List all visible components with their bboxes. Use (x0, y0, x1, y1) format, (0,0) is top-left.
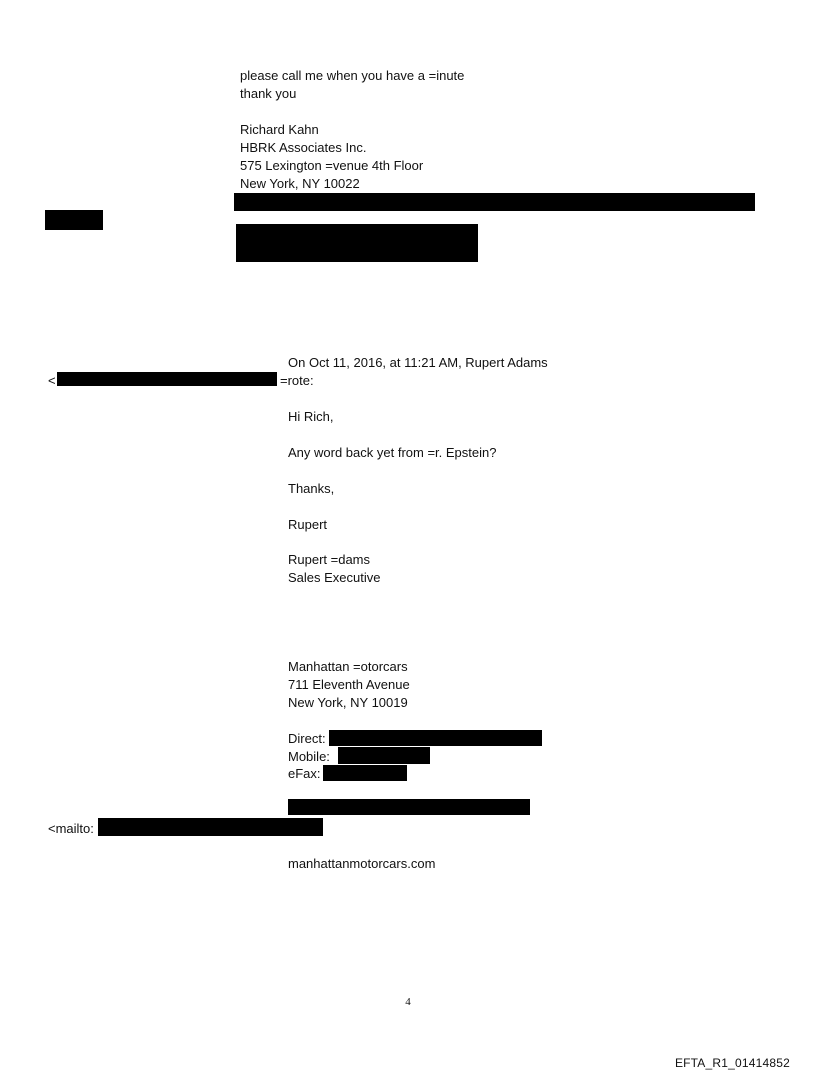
quoted-header-line-2: =rote: (280, 373, 314, 388)
reply-line-1: please call me when you have a =inute (240, 68, 465, 83)
redaction-bar (57, 372, 277, 386)
quoted-greeting: Hi Rich, (288, 409, 334, 424)
signature-address-2: New York, NY 10022 (240, 176, 360, 191)
quoted-body: Any word back yet from =r. Epstein? (288, 445, 497, 460)
redaction-bar (98, 818, 323, 836)
mobile-label: Mobile: (288, 749, 330, 764)
redaction-bar (45, 210, 103, 230)
redaction-bar (234, 193, 755, 211)
website-link: manhattanmotorcars.com (288, 856, 436, 871)
quoted-header-line-1: On Oct 11, 2016, at 11:21 AM, Rupert Adams (288, 355, 548, 370)
redaction-bar (329, 730, 542, 746)
quoted-closing: Thanks, (288, 481, 335, 496)
page-number: 4 (405, 996, 411, 1008)
document-id: EFTA_R1_01414852 (674, 1056, 790, 1070)
redaction-block (236, 224, 478, 262)
direct-label: Direct: (288, 731, 326, 746)
quoted-email-open: < (48, 373, 56, 388)
redaction-bar (338, 747, 430, 764)
quoted-city: New York, NY 10019 (288, 695, 408, 710)
quoted-sig-title: Sales Executive (288, 570, 381, 585)
quoted-signoff: Rupert (288, 517, 328, 532)
quoted-street: 711 Eleventh Avenue (288, 677, 410, 692)
redaction-bar (288, 799, 530, 815)
quoted-sig-name: Rupert =dams (288, 552, 371, 567)
signature-name: Richard Kahn (240, 122, 319, 137)
quoted-company: Manhattan =otorcars (288, 659, 408, 674)
mailto-label: <mailto: (48, 821, 94, 836)
signature-address-1: 575 Lexington =venue 4th Floor (240, 158, 424, 173)
reply-line-2: thank you (240, 86, 297, 101)
signature-company: HBRK Associates Inc. (240, 140, 367, 155)
efax-label: eFax: (288, 766, 321, 781)
redaction-bar (323, 765, 407, 781)
